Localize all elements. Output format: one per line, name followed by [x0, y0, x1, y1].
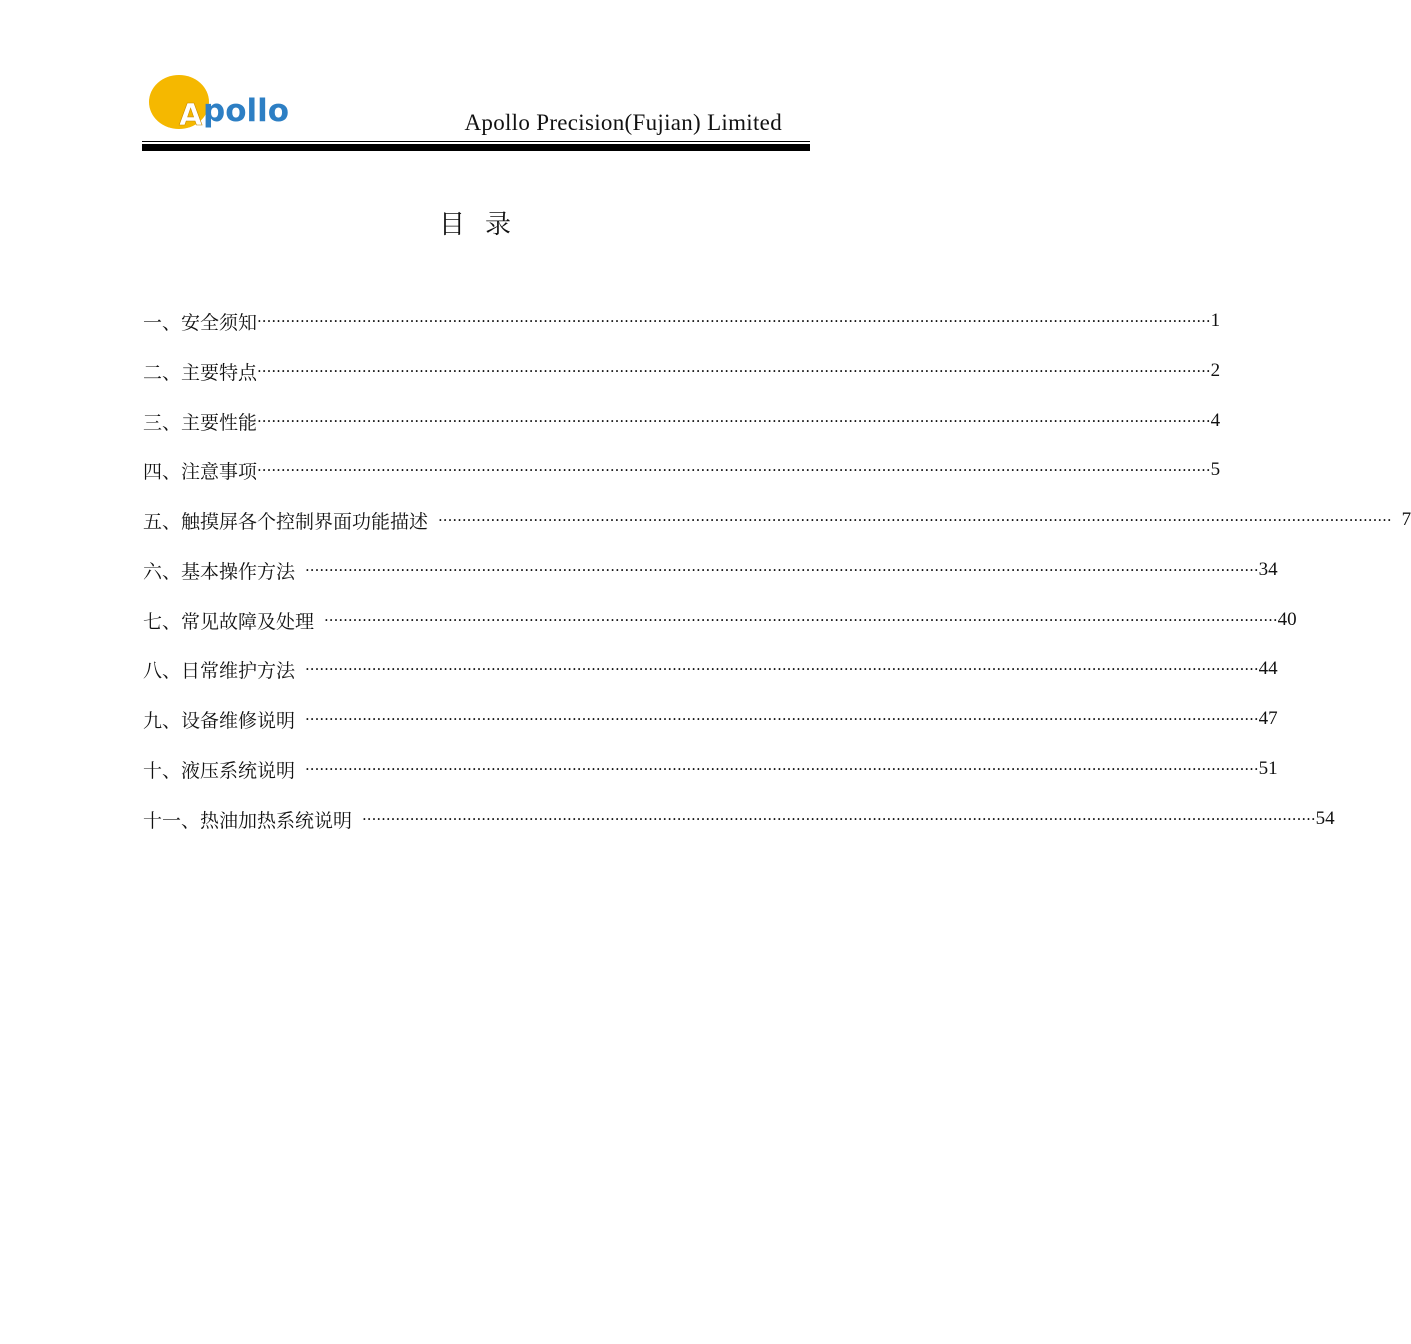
- toc-entry-number: 九、: [143, 709, 182, 732]
- toc-entry-number: 八、: [143, 659, 182, 682]
- toc-leader-dots: ········································································································································································································: [257, 312, 1211, 330]
- toc-entry-number: 七、: [143, 610, 182, 633]
- toc-leader-dots: ········································································································································································································: [438, 511, 1392, 529]
- toc-entry-number: 十、: [143, 759, 182, 782]
- toc-entry-page-number: 44: [1258, 658, 1278, 679]
- toc-entry-title: 触摸屏各个控制界面功能描述: [181, 510, 429, 533]
- toc-entry-title: 基本操作方法: [181, 560, 296, 583]
- toc-entry[interactable]: [143, 804, 1335, 834]
- toc-leader-dots: ········································································································································································································: [362, 810, 1316, 828]
- toc-entry-number: 三、: [143, 411, 182, 434]
- toc-leader-dots: ········································································································································································································: [305, 660, 1259, 678]
- toc-leader-dots: ········································································································································································································: [305, 710, 1259, 728]
- toc-entry-number: 四、: [143, 460, 182, 483]
- toc-entry-number: 十一、: [143, 809, 201, 832]
- toc-entry-title: 安全须知: [181, 311, 258, 334]
- toc-entry[interactable]: [143, 356, 1221, 386]
- header-rule-thin: [142, 141, 810, 142]
- toc-entry-number: 一、: [143, 311, 182, 334]
- toc-entry[interactable]: [143, 704, 1278, 734]
- toc-entry-title: 液压系统说明: [181, 759, 296, 782]
- toc-entry-page-number: 54: [1315, 808, 1335, 829]
- toc-entry-page-number: 4: [1210, 410, 1221, 431]
- toc-entry-title: 设备维修说明: [181, 709, 296, 732]
- toc-title: 目录: [438, 210, 531, 240]
- toc-entry-page-number: 47: [1258, 708, 1278, 729]
- header-rule-thick: [142, 144, 810, 151]
- toc-entry[interactable]: [143, 754, 1278, 784]
- toc-entry-page-number: 5: [1210, 459, 1221, 480]
- company-logo: [145, 68, 293, 134]
- toc-entry-number: 二、: [143, 361, 182, 384]
- toc-leader-dots: ········································································································································································································: [305, 561, 1259, 579]
- toc-entry[interactable]: [143, 555, 1278, 585]
- toc-entry[interactable]: [143, 505, 1411, 535]
- toc-entry-page-number: 2: [1210, 360, 1221, 381]
- toc-entry[interactable]: [143, 654, 1278, 684]
- toc-entry-title: 常见故障及处理: [181, 610, 315, 633]
- toc-entry-page-number: 1: [1210, 310, 1221, 331]
- toc-entry-title: 主要性能: [181, 411, 258, 434]
- toc-entry-title: 注意事项: [181, 460, 258, 483]
- toc-leader-dots: ········································································································································································································: [324, 611, 1278, 629]
- toc-entry-page-number: 51: [1258, 758, 1278, 779]
- toc-entry[interactable]: [143, 406, 1221, 436]
- toc-entry-title: 热油加热系统说明: [200, 809, 353, 832]
- toc-entry[interactable]: [143, 605, 1297, 635]
- toc-entry-title: 日常维护方法: [181, 659, 296, 682]
- toc-entry-number: 六、: [143, 560, 182, 583]
- toc-entry-number: 五、: [143, 510, 182, 533]
- toc-leader-dots: ········································································································································································································: [257, 412, 1211, 430]
- toc-entry-page-number: 40: [1277, 609, 1297, 630]
- toc-entry-page-number: 7: [1401, 509, 1411, 530]
- logo-initial-letter: A: [179, 98, 203, 133]
- toc-leader-dots: ········································································································································································································: [305, 760, 1259, 778]
- apollo-logo-graphic: [145, 68, 293, 134]
- toc-leader-dots: ········································································································································································································: [257, 362, 1211, 380]
- toc-entry-title: 主要特点: [181, 361, 258, 384]
- toc-entry[interactable]: [143, 306, 1221, 336]
- logo-wordmark: pollo: [203, 93, 290, 129]
- company-name: Apollo Precision(Fujian) Limited: [464, 110, 782, 135]
- toc-entry-page-number: 34: [1258, 559, 1278, 580]
- toc-entry[interactable]: [143, 455, 1221, 485]
- toc-leader-dots: ········································································································································································································: [257, 461, 1211, 479]
